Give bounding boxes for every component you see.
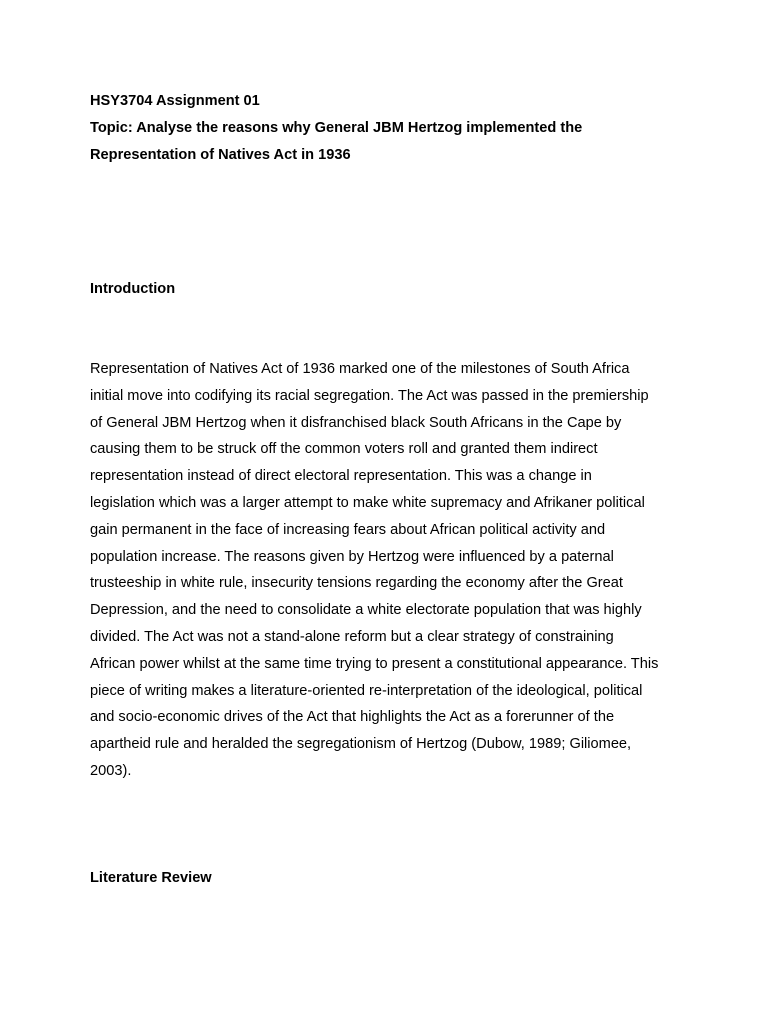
literature-review-heading: Literature Review bbox=[90, 870, 212, 886]
paragraph-line: trusteeship in white rule, insecurity tensions regarding the economy after the Great bbox=[90, 575, 623, 592]
paragraph-line: legislation which was a larger attempt to make white supremacy and Afrikaner political bbox=[90, 494, 645, 511]
paragraph-line: and socio-economic drives of the Act that highlights the Act as a forerunner of the bbox=[90, 709, 615, 726]
paragraph-line: piece of writing makes a literature-oriented re-interpretation of the ideological, political bbox=[90, 682, 643, 699]
paragraph-line: 2003). bbox=[90, 762, 132, 779]
paragraph-line: Depression, and the need to consolidate a white electorate population that was highly bbox=[90, 602, 642, 619]
paragraph-line: initial move into codifying its racial segregation. The Act was passed in the premiership bbox=[90, 387, 649, 404]
document-header bbox=[90, 88, 690, 168]
paragraph-line: African power whilst at the same time trying to present a constitutional appearance. This bbox=[90, 655, 659, 672]
paragraph-line: causing them to be struck off the common voters roll and granted them indirect bbox=[90, 441, 598, 458]
paragraph-line: population increase. The reasons given by Hertzog were influenced by a paternal bbox=[90, 548, 614, 565]
paragraph-line: Representation of Natives Act of 1936 marked one of the milestones of South Africa bbox=[90, 361, 630, 377]
paragraph-line: representation instead of direct electoral representation. This was a change in bbox=[90, 468, 592, 485]
paragraph-line: divided. The Act was not a stand-alone reform but a clear strategy of constraining bbox=[90, 628, 614, 645]
paragraph-line: of General JBM Hertzog when it disfranchised black South Africans in the Cape by bbox=[90, 414, 622, 431]
paragraph-line: gain permanent in the face of increasing fears about African political activity and bbox=[90, 521, 606, 538]
assignment-title: HSY3704 Assignment 01 bbox=[90, 93, 260, 109]
paragraph-line: apartheid rule and heralded the segregationism of Hertzog (Dubow, 1989; Giliomee, bbox=[90, 736, 632, 753]
topic-line-2: Representation of Natives Act in 1936 bbox=[90, 146, 351, 163]
document-content bbox=[90, 88, 690, 886]
introduction-heading: Introduction bbox=[90, 281, 176, 297]
introduction-paragraph bbox=[90, 356, 690, 785]
topic-line-1: Topic: Analyse the reasons why General JBM Hertzog implemented the bbox=[90, 119, 583, 136]
